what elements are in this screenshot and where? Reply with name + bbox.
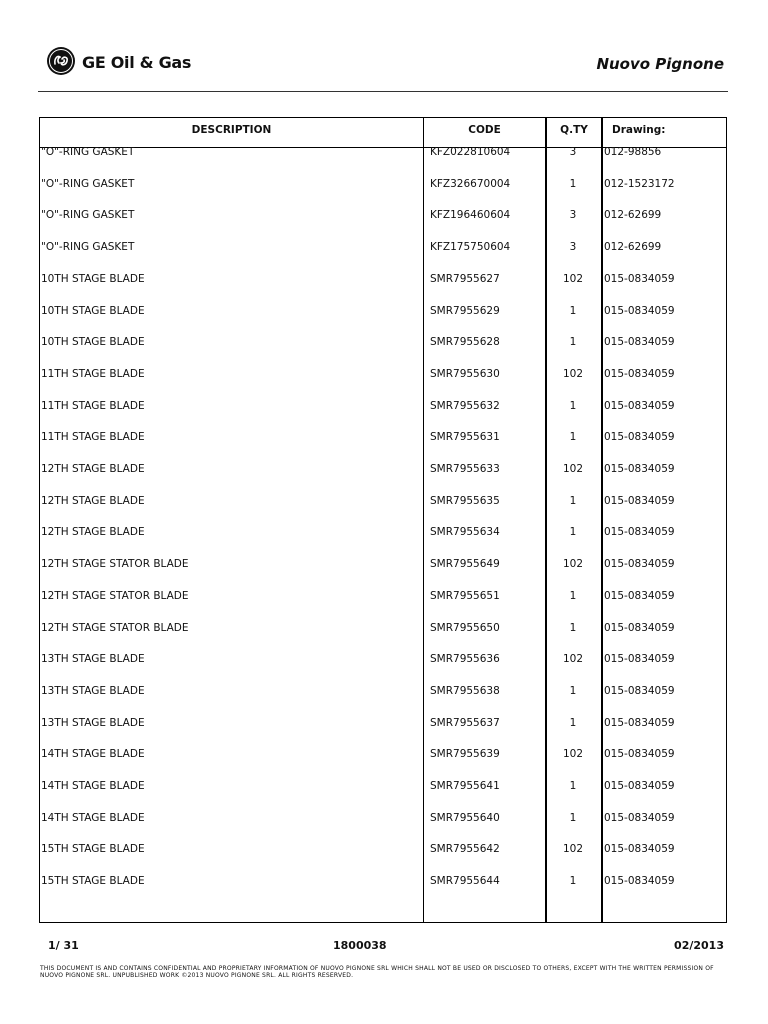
confidentiality-notice: THIS DOCUMENT IS AND CONTAINS CONFIDENTIAL AND PROPRIETARY INFORMATION OF NUOVO PIGNONE SRL WHICH SHALL NOT BE USED OR DISCLOSED TO OTHERS, EXCEPT WITH THE WRITTEN PERMISSION OF NUOVO PIGNONE SRL. UNPUBLISHED WORK ©2013 NUOVO PIGNONE SRL. ALL RIGHTS RESERVED. (40, 965, 714, 979)
row-quantity: 102 (562, 843, 584, 856)
table-row (0, 812, 768, 832)
row-quantity: 1 (569, 589, 577, 602)
row-code: SMR7955649 (430, 558, 500, 571)
row-description: 13TH STAGE BLADE (41, 684, 145, 697)
row-code: KFZ022810604 (430, 146, 511, 158)
row-description: "O"-RING GASKET (41, 209, 135, 222)
row-code: SMR7955636 (430, 653, 500, 666)
table-row (0, 400, 768, 420)
row-quantity: 1 (569, 875, 577, 888)
row-description: 14TH STAGE BLADE (41, 811, 145, 824)
table-row (0, 780, 768, 800)
row-quantity: 1 (569, 811, 577, 824)
row-code: SMR7955630 (430, 367, 500, 380)
row-quantity: 102 (562, 272, 584, 285)
page-header (0, 0, 768, 92)
row-drawing: 015-0834059 (604, 304, 675, 317)
table-row (0, 843, 768, 863)
row-drawing: 015-0834059 (604, 463, 675, 475)
table-row (0, 558, 768, 578)
document-date: 02/2013 (674, 939, 724, 952)
row-drawing: 015-0834059 (604, 653, 675, 666)
row-quantity: 3 (569, 209, 577, 222)
row-quantity: 102 (562, 653, 584, 666)
row-drawing: 015-0834059 (604, 494, 675, 507)
row-quantity: 1 (569, 304, 577, 317)
row-quantity: 3 (569, 146, 577, 158)
row-drawing: 015-0834059 (604, 843, 675, 856)
row-drawing: 015-0834059 (604, 684, 675, 697)
table-row (0, 622, 768, 642)
row-drawing: 015-0834059 (604, 748, 675, 761)
column-divider (601, 118, 603, 922)
row-description: 14TH STAGE BLADE (41, 748, 145, 761)
table-row (0, 875, 768, 895)
table-row (0, 273, 768, 293)
row-description: 14TH STAGE BLADE (41, 780, 145, 792)
row-code: SMR7955651 (430, 589, 500, 602)
row-quantity: 3 (569, 241, 577, 254)
row-quantity: 102 (562, 748, 584, 761)
table-row (0, 590, 768, 610)
row-drawing: 012-62699 (604, 209, 662, 222)
table-row (0, 748, 768, 768)
row-drawing: 015-0834059 (604, 621, 675, 634)
row-description: 13TH STAGE BLADE (41, 653, 145, 666)
ge-monogram-icon (46, 46, 76, 76)
row-description: 12TH STAGE STATOR BLADE (41, 558, 189, 571)
row-quantity: 102 (562, 367, 584, 380)
row-code: SMR7955627 (430, 272, 500, 285)
table-row (0, 336, 768, 356)
row-code: SMR7955641 (430, 780, 500, 792)
row-code: KFZ326670004 (430, 177, 511, 190)
row-description: 13TH STAGE BLADE (41, 716, 145, 729)
row-code: SMR7955631 (430, 431, 500, 444)
row-code: SMR7955633 (430, 463, 500, 475)
row-description: 10TH STAGE BLADE (41, 336, 145, 349)
row-description: 12TH STAGE BLADE (41, 526, 145, 539)
row-description: 11TH STAGE BLADE (41, 431, 145, 444)
column-header-code: CODE (468, 124, 501, 136)
row-code: SMR7955650 (430, 621, 500, 634)
column-header-description: DESCRIPTION (191, 124, 272, 136)
row-description: 12TH STAGE STATOR BLADE (41, 621, 189, 634)
row-code: SMR7955628 (430, 336, 500, 349)
row-quantity: 1 (569, 494, 577, 507)
row-quantity: 102 (562, 463, 584, 475)
row-description: "O"-RING GASKET (41, 146, 135, 158)
row-drawing: 015-0834059 (604, 875, 675, 888)
row-drawing: 015-0834059 (604, 558, 675, 571)
row-drawing: 015-0834059 (604, 367, 675, 380)
row-quantity: 1 (569, 177, 577, 190)
row-code: SMR7955642 (430, 843, 500, 856)
row-code: SMR7955639 (430, 748, 500, 761)
table-row (0, 305, 768, 325)
table-row (0, 685, 768, 705)
table-row (0, 146, 768, 166)
row-description: 15TH STAGE BLADE (41, 875, 145, 888)
row-description: "O"-RING GASKET (41, 241, 135, 254)
table-row (0, 653, 768, 673)
table-row (0, 717, 768, 737)
table-row (0, 368, 768, 388)
row-drawing: 015-0834059 (604, 589, 675, 602)
table-row (0, 526, 768, 546)
row-drawing: 012-62699 (604, 241, 662, 254)
row-code: SMR7955634 (430, 526, 500, 539)
row-drawing: 015-0834059 (604, 272, 675, 285)
row-code: SMR7955644 (430, 875, 500, 888)
row-description: 11TH STAGE BLADE (41, 399, 145, 412)
brand-name: GE Oil & Gas (82, 53, 192, 72)
row-description: 10TH STAGE BLADE (41, 304, 145, 317)
row-code: SMR7955629 (430, 304, 500, 317)
document-number: 1800038 (333, 939, 387, 952)
row-code: SMR7955637 (430, 716, 500, 729)
column-divider (545, 118, 547, 922)
row-drawing: 012-98856 (604, 146, 662, 158)
table-row (0, 178, 768, 198)
table-row (0, 495, 768, 515)
row-code: SMR7955640 (430, 811, 500, 824)
row-code: SMR7955638 (430, 684, 500, 697)
row-quantity: 1 (569, 431, 577, 444)
row-description: 10TH STAGE BLADE (41, 272, 145, 285)
row-code: SMR7955632 (430, 399, 500, 412)
table-row (0, 209, 768, 229)
table-row (0, 241, 768, 261)
column-divider (423, 118, 424, 922)
row-drawing: 015-0834059 (604, 431, 675, 444)
row-drawing: 012-1523172 (604, 177, 675, 190)
row-description: 12TH STAGE BLADE (41, 494, 145, 507)
row-drawing: 015-0834059 (604, 526, 675, 539)
row-code: KFZ175750604 (430, 241, 511, 254)
row-drawing: 015-0834059 (604, 780, 675, 792)
row-code: KFZ196460604 (430, 209, 511, 222)
column-header-qty: Q.TY (560, 124, 588, 136)
row-drawing: 015-0834059 (604, 811, 675, 824)
row-description: 12TH STAGE BLADE (41, 463, 145, 475)
row-quantity: 1 (569, 399, 577, 412)
row-code: SMR7955635 (430, 494, 500, 507)
row-quantity: 1 (569, 336, 577, 349)
header-divider (38, 91, 728, 92)
row-drawing: 015-0834059 (604, 399, 675, 412)
row-description: "O"-RING GASKET (41, 177, 135, 190)
row-quantity: 1 (569, 716, 577, 729)
company-name: Nuovo Pignone (596, 55, 724, 73)
row-quantity: 1 (569, 684, 577, 697)
column-header-drawing: Drawing: (612, 124, 666, 136)
page-number: 1/ 31 (48, 939, 79, 952)
row-quantity: 1 (569, 621, 577, 634)
row-description: 11TH STAGE BLADE (41, 367, 145, 380)
table-row (0, 463, 768, 483)
row-description: 12TH STAGE STATOR BLADE (41, 589, 189, 602)
row-quantity: 1 (569, 780, 577, 792)
table-row (0, 431, 768, 451)
row-quantity: 102 (562, 558, 584, 571)
row-drawing: 015-0834059 (604, 336, 675, 349)
row-quantity: 1 (569, 526, 577, 539)
row-drawing: 015-0834059 (604, 716, 675, 729)
parts-table (39, 117, 727, 923)
row-description: 15TH STAGE BLADE (41, 843, 145, 856)
